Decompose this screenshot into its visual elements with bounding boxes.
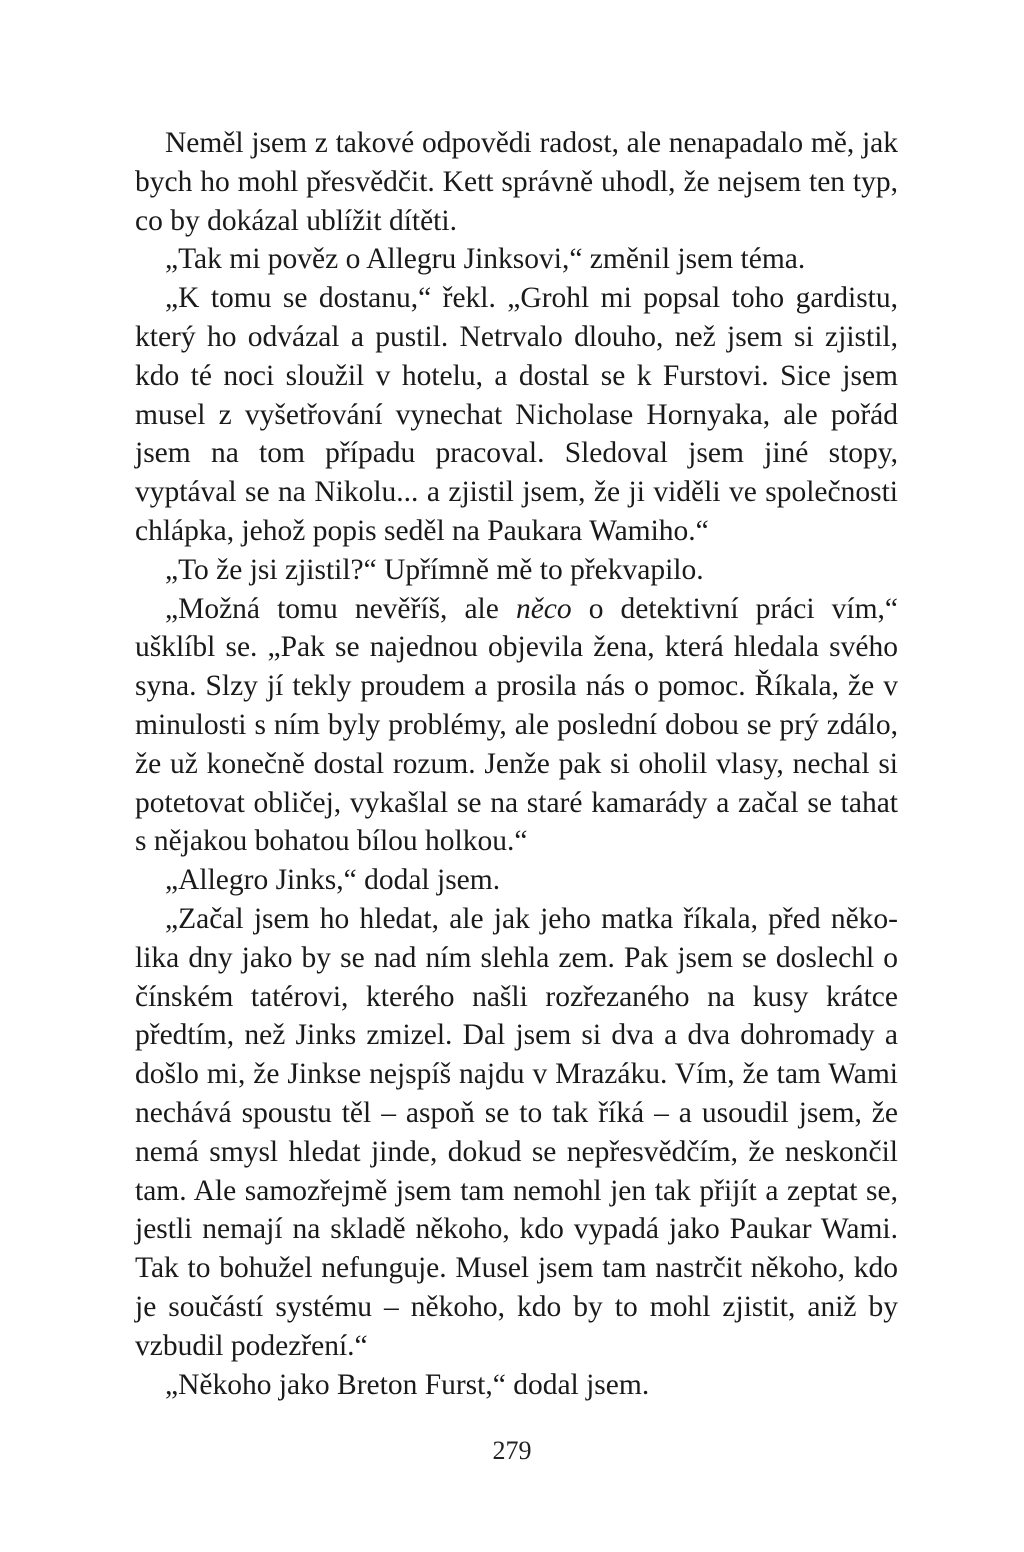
paragraph <box>135 900 898 1366</box>
paragraph-text: „To že jsi zjistil?“ Upřímně mě to překvapilo. <box>165 553 704 586</box>
paragraph-text: Neměl jsem z takové odpovědi radost, ale nenapadalo mě, jak bych ho mohl přesvědčit. Kett správně uhodl, že nejsem ten typ, co by dokázal ublížit dítěti. <box>135 127 898 237</box>
paragraph <box>135 590 898 862</box>
paragraph <box>135 240 898 279</box>
paragraph <box>135 279 898 551</box>
paragraph <box>135 124 898 240</box>
paragraph-text: o detektivní práci vím,“ ušklíbl se. „Pak se najednou objevila žena, která hledala svého syna. Slzy jí tekly proudem a prosila nás o pomoc. Říkala, že v minulosti s ním byly problémy, ale poslední dobou se prý zdálo, že už konečně dostal rozum. Jenže pak si oholil vlasy, nechal si potetovat obličej, vykašlal se na staré kamarády a začal se tahat s nějakou bohatou bílou holkou.“ <box>135 592 898 858</box>
paragraph-text: „Někoho jako Breton Furst,“ dodal jsem. <box>165 1368 650 1401</box>
italic-emphasis: něco <box>515 592 572 625</box>
paragraph-text: „Začal jsem ho hledat, ale jak jeho matka říkala, před několika dny jako by se nad ním slehla zem. Pak jsem se doslechl o čínském tatérovi, kterého našli rozřezaného na kusy krátce předtím, než Jinks zmizel. Dal jsem si dva a dva dohromady a došlo mi, že Jinkse nejspíš najdu v Mrazáku. Vím, že tam Wami nechává spoustu těl – aspoň se to tak říká – a usoudil jsem, že nemá smysl hledat jinde, dokud se nepřesvědčím, že neskončil tam. Ale samozřejmě jsem tam nemohl jen tak přijít a zeptat se, jestli nemají na skladě někoho, kdo vypadá jako Paukar Wami. Tak to bohužel nefunguje. Musel jsem tam nastrčit někoho, kdo je součástí systému – někoho, kdo by to mohl zjistit, aniž by vzbudil podezření.“ <box>135 902 898 1362</box>
paragraph <box>135 861 898 900</box>
body-text <box>135 124 898 1404</box>
paragraph-text: „Možná tomu nevěříš, ale <box>165 592 516 625</box>
paragraph <box>135 1366 898 1405</box>
paragraph-text: „K tomu se dostanu,“ řekl. „Grohl mi popsal toho gardistu, který ho odvázal a pustil. Netrvalo dlouho, než jsem si zjistil, kdo té noci sloužil v hotelu, a dostal se k Furstovi. Sice jsem musel z vyšetřování vynechat Nicholase Hornyaka, ale pořád jsem na tom případu pracoval. Sledoval jsem jiné stopy, vyptával se na Nikolu... a zjistil jsem, že ji viděli ve společnosti chlápka, jehož popis seděl na Paukara Wamiho.“ <box>135 282 898 547</box>
page-number: 279 <box>492 1436 532 1465</box>
paragraph-text: „Tak mi pověz o Allegru Jinksovi,“ změnil jsem téma. <box>165 243 806 276</box>
paragraph <box>135 551 898 590</box>
paragraph-text: „Allegro Jinks,“ dodal jsem. <box>165 864 501 897</box>
